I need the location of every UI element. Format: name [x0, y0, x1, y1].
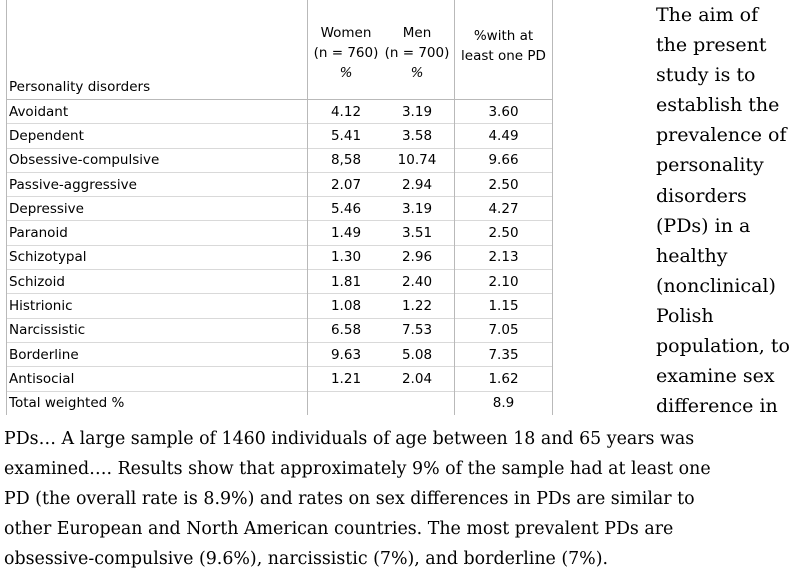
- header-women-line1: Women: [320, 24, 372, 41]
- table-row: [7, 172, 553, 196]
- row-disorder-name: Borderline: [7, 342, 308, 366]
- side-text-line: establish the: [656, 94, 780, 117]
- row-men-value: 2.94: [401, 176, 433, 193]
- table-row: [7, 197, 553, 221]
- header-personality-disorders: Personality disorders: [7, 0, 308, 100]
- side-text-line: the present: [656, 34, 767, 57]
- row-women-value: 1.08: [330, 298, 362, 315]
- row-atleast-value: 1.15: [455, 294, 553, 318]
- row-disorder-name: Avoidant: [7, 100, 308, 124]
- prevalence-table: [6, 0, 553, 415]
- row-men-value: 5.08: [401, 346, 433, 363]
- row-atleast-value: 7.35: [455, 342, 553, 366]
- side-text: [656, 0, 792, 421]
- row-women-value: [308, 391, 385, 415]
- row-atleast-value: 2.50: [455, 221, 553, 245]
- side-text-line: (PDs) in a: [656, 214, 751, 237]
- row-disorder-name: Antisocial: [7, 367, 308, 391]
- row-men-value: 2.96: [401, 249, 433, 266]
- side-text-line: The aim of: [656, 4, 759, 26]
- side-text-line: population, to: [656, 335, 790, 358]
- paragraph-line: obsessive-compulsive (9.6%), narcissistic (7%), and borderline (7%).: [4, 549, 609, 570]
- table-row: [7, 148, 553, 172]
- row-atleast-value: 4.49: [455, 124, 553, 148]
- row-women-value: 1.21: [330, 370, 362, 387]
- side-text-line: prevalence of: [656, 124, 787, 147]
- header-men-line3: %: [410, 64, 424, 81]
- row-atleast-value: 3.60: [455, 100, 553, 124]
- row-disorder-name: Passive-aggressive: [7, 172, 308, 196]
- side-text-line: personality: [656, 154, 764, 177]
- row-atleast-value: 2.10: [455, 270, 553, 294]
- table-row: [7, 294, 553, 318]
- abstract-paragraph: [4, 424, 790, 574]
- row-men-value: 2.40: [401, 273, 433, 290]
- row-disorder-name: Obsessive-compulsive: [7, 148, 308, 172]
- row-men-value: 3.19: [401, 103, 433, 120]
- row-atleast-value: 7.05: [455, 318, 553, 342]
- row-disorder-name: Narcissistic: [7, 318, 308, 342]
- row-women-value: 1.81: [330, 273, 362, 290]
- header-women: [308, 0, 385, 100]
- row-disorder-name: Dependent: [7, 124, 308, 148]
- table-row: [7, 245, 553, 269]
- row-men-value: 3.51: [401, 225, 433, 242]
- row-disorder-name: Total weighted %: [7, 391, 308, 415]
- row-men-value: 3.58: [401, 127, 433, 144]
- row-women-value: 6.58: [330, 322, 362, 339]
- side-text-line: healthy: [656, 244, 728, 267]
- row-women-value: 9.63: [330, 346, 362, 363]
- side-text-line: study is to: [656, 64, 756, 87]
- row-women-value: 5.46: [330, 200, 362, 217]
- row-atleast-value: 2.13: [455, 245, 553, 269]
- header-atleast-line1: %with at: [473, 28, 534, 44]
- paragraph-line: other European and North American countries. The most prevalent PDs are: [4, 519, 674, 540]
- row-atleast-value: 8.9: [455, 391, 553, 415]
- table-header-row: [7, 0, 553, 100]
- row-women-value: 1.49: [330, 225, 362, 242]
- table-row: [7, 342, 553, 366]
- row-women-value: 4.12: [330, 103, 362, 120]
- row-men-value: [384, 391, 450, 415]
- header-men-line1: Men: [402, 24, 432, 41]
- row-men-value: 3.19: [401, 200, 433, 217]
- header-atleast-line2: least one PD: [461, 48, 546, 64]
- row-women-value: 2.07: [330, 176, 362, 193]
- side-text-line: examine sex: [656, 365, 775, 388]
- table-row: [7, 367, 553, 391]
- table-row: [7, 100, 553, 124]
- row-disorder-name: Depressive: [7, 197, 308, 221]
- prevalence-table-container: [6, 0, 553, 415]
- row-disorder-name: Paranoid: [7, 221, 308, 245]
- row-women-value: 5.41: [330, 127, 362, 144]
- header-at-least-one-pd: [455, 0, 553, 100]
- row-atleast-value: 4.27: [455, 197, 553, 221]
- row-men-value: 1.22: [401, 298, 433, 315]
- paragraph-line: PD (the overall rate is 8.9%) and rates on sex differences in PDs are similar to: [4, 489, 695, 510]
- row-disorder-name: Histrionic: [7, 294, 308, 318]
- row-men-value: 7.53: [401, 322, 433, 339]
- table-row: [7, 124, 553, 148]
- row-women-value: 8,58: [330, 152, 362, 169]
- row-atleast-value: 9.66: [455, 148, 553, 172]
- row-disorder-name: Schizoid: [7, 270, 308, 294]
- table-row: [7, 318, 553, 342]
- side-text-line: Polish: [656, 304, 714, 327]
- side-text-line: difference in: [656, 395, 778, 418]
- paragraph-line: examined…. Results show that approximately 9% of the sample had at least one: [4, 459, 711, 480]
- header-men: [384, 0, 450, 100]
- header-men-line2: (n = 700): [384, 44, 450, 61]
- side-text-line: (nonclinical): [656, 274, 776, 297]
- header-women-line2: (n = 760): [313, 44, 379, 61]
- row-atleast-value: 1.62: [455, 367, 553, 391]
- row-disorder-name: Schizotypal: [7, 245, 308, 269]
- paragraph-line: PDs… A large sample of 1460 individuals of age between 18 and 65 years was: [4, 429, 695, 449]
- table-row: [7, 391, 553, 415]
- table-row: [7, 221, 553, 245]
- row-atleast-value: 2.50: [455, 172, 553, 196]
- row-men-value: 10.74: [397, 152, 437, 169]
- table-row: [7, 270, 553, 294]
- row-men-value: 2.04: [401, 370, 433, 387]
- side-text-line: disorders: [656, 184, 747, 207]
- header-women-line3: %: [339, 64, 353, 81]
- row-women-value: 1.30: [330, 249, 362, 266]
